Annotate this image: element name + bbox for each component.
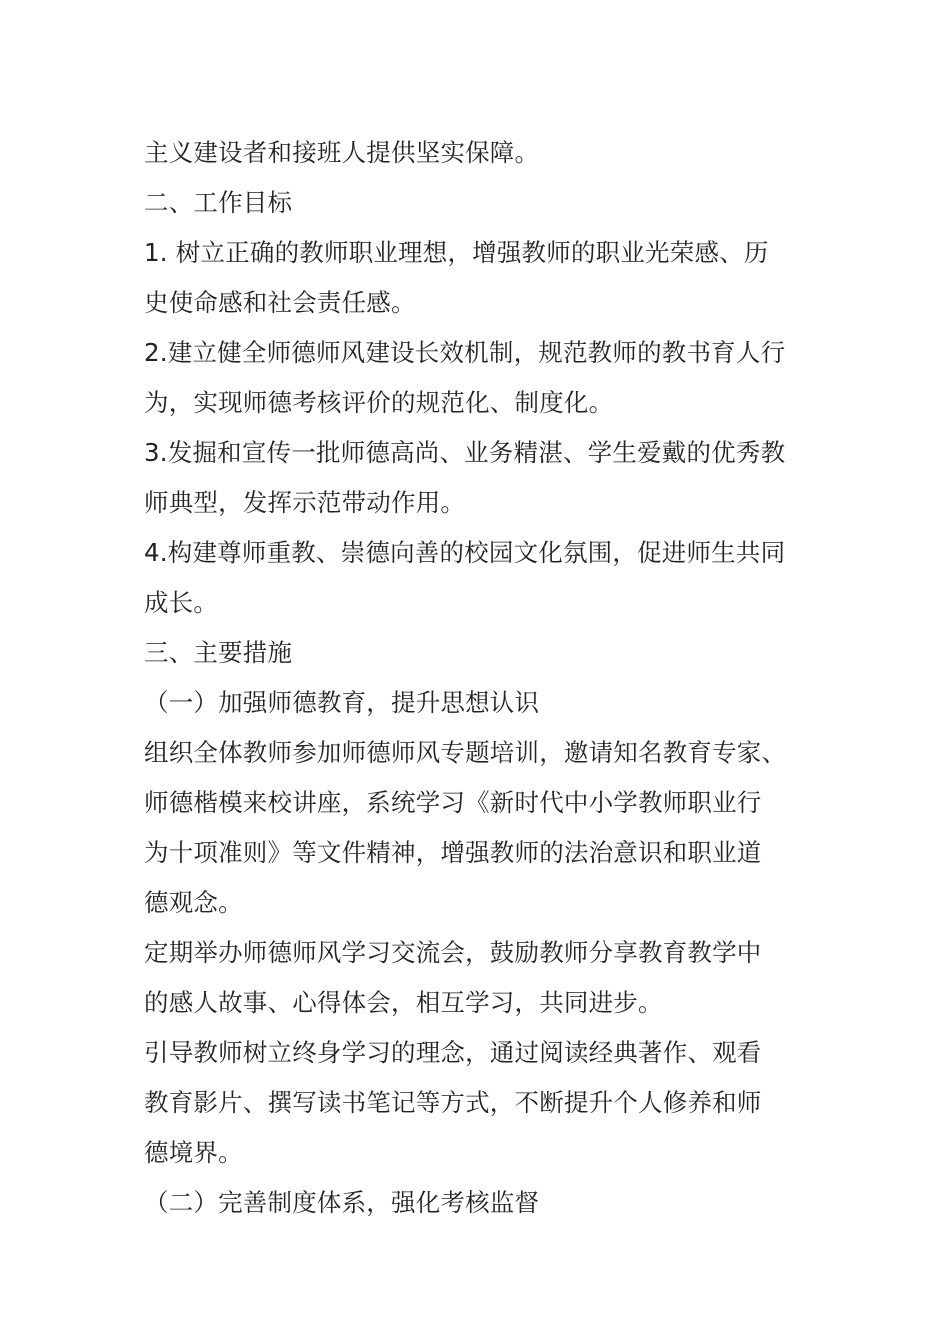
section-heading: 三、主要措施: [144, 638, 293, 667]
text-line: 4.构建尊师重教、崇德向善的校园文化氛围，促进师生共同: [144, 538, 786, 567]
subsection-heading: （一）加强师德教育，提升思想认识: [144, 688, 540, 717]
text-line: 史使命感和社会责任感。: [144, 288, 416, 317]
subsection-heading: （二）完善制度体系，强化考核监督: [144, 1188, 540, 1217]
text-line: 成长。: [144, 588, 219, 617]
text-line: 主义建设者和接班人提供坚实保障。: [144, 138, 540, 167]
text-line: 为，实现师德考核评价的规范化、制度化。: [144, 388, 614, 417]
text-line: 1. 树立正确的教师职业理想，增强教师的职业光荣感、历: [144, 238, 769, 267]
text-line: 3.发掘和宣传一批师德高尚、业务精湛、学生爱戴的优秀教: [144, 438, 786, 467]
document-body: [144, 128, 814, 1228]
text-line: 2.建立健全师德师风建设长效机制，规范教师的教书育人行: [144, 338, 786, 367]
text-line: 的感人故事、心得体会，相互学习，共同进步。: [144, 988, 663, 1017]
text-line: 定期举办师德师风学习交流会，鼓励教师分享教育教学中: [144, 938, 762, 967]
section-heading: 二、工作目标: [144, 188, 293, 217]
text-line: 为十项准则》等文件精神，增强教师的法治意识和职业道: [144, 838, 762, 867]
text-line: 组织全体教师参加师德师风专题培训，邀请知名教育专家、: [144, 738, 787, 767]
text-line: 引导教师树立终身学习的理念，通过阅读经典著作、观看: [144, 1038, 762, 1067]
text-line: 师德楷模来校讲座，系统学习《新时代中小学教师职业行: [144, 788, 762, 817]
text-line: 德观念。: [144, 888, 243, 917]
text-line: 德境界。: [144, 1138, 243, 1167]
text-line: 教育影片、撰写读书笔记等方式，不断提升个人修养和师: [144, 1088, 762, 1117]
text-line: 师典型，发挥示范带动作用。: [144, 488, 466, 517]
